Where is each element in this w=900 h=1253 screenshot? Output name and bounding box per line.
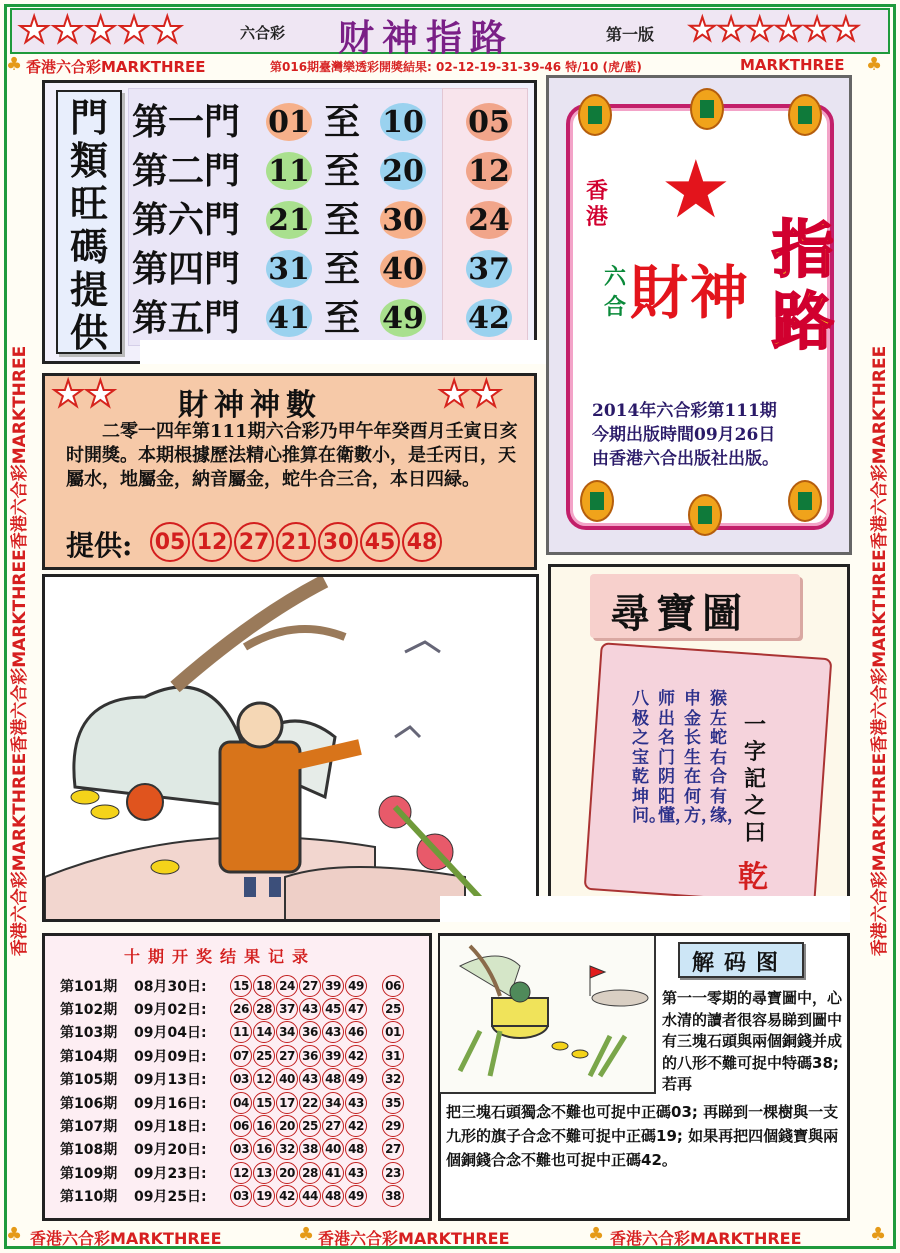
history-period: 第109期 [60, 1165, 118, 1182]
clover-icon: ♣ [588, 1224, 605, 1245]
history-row [60, 1068, 426, 1091]
door-to-word: 至 [324, 248, 361, 290]
decode-text-bottom: 把三塊石頭獨念不難也可捉中正碼03; 再睇到一棵樹與一支九形的旗子合念不難可捉中正碼19; 如果再把四個錢寶與兩個銅錢合念不難也可捉中正碼42。 [446, 1103, 839, 1169]
history-number: 48 [322, 1068, 344, 1090]
history-number: 49 [345, 975, 367, 997]
door-to-ball: 30 [380, 201, 426, 239]
numbers-body: 二零一四年第111期六合彩乃甲午年癸酉月壬寅日亥时開獎。本期根據歷法精心推算在衛數小，是壬丙日，天屬水，地屬金，納音屬金，蛇牛合三合，本日四緑。 [66, 421, 518, 490]
provided-number: 48 [402, 522, 442, 562]
history-period: 第110期 [60, 1189, 118, 1206]
history-number: 03 [230, 1138, 252, 1160]
history-special: 01 [382, 1021, 404, 1043]
history-number: 22 [299, 1092, 321, 1114]
door-from-ball: 01 [266, 103, 312, 141]
doors-side-label: 門類旺碼提供 [69, 95, 108, 355]
history-number: 14 [253, 1021, 275, 1043]
history-number: 36 [299, 1021, 321, 1043]
door-pick-ball: 42 [466, 299, 512, 337]
history-number: 12 [230, 1162, 252, 1184]
history-number: 40 [276, 1068, 298, 1090]
door-row [130, 149, 530, 193]
clover-icon: ♣ [298, 1224, 315, 1245]
clover-icon: ♣ [870, 1224, 887, 1245]
door-to-ball: 20 [380, 152, 426, 190]
history-number: 28 [253, 998, 275, 1020]
history-number: 32 [276, 1138, 298, 1160]
door-name: 第六門 [132, 199, 241, 241]
provided-number: 30 [318, 522, 358, 562]
history-number: 39 [322, 975, 344, 997]
history-number: 34 [276, 1021, 298, 1043]
cover-line3: 由香港六合出版社出版。 [592, 449, 779, 469]
history-number: 46 [345, 1021, 367, 1043]
decode-text-side: 第一一零期的尋寶圖中，心水清的讀者很容易睇到圖中有三塊石頭與兩個銅錢并成的八形不難可捉中特碼38; 若再 [662, 989, 843, 1093]
history-number: 49 [345, 1185, 367, 1207]
bottom-border-2: 香港六合彩MARKTHREE [318, 1229, 510, 1248]
history-title: 十期开奖结果记录 [124, 947, 317, 966]
bottom-border-3: 香港六合彩MARKTHREE [610, 1229, 802, 1248]
history-number: 43 [345, 1162, 367, 1184]
star-icon: ★★ [438, 374, 503, 415]
history-number: 39 [322, 1045, 344, 1067]
poem-line: 八极之宝乾坤问。 [632, 689, 666, 826]
history-date: 09月16日: [134, 1095, 207, 1112]
history-number: 16 [253, 1138, 275, 1160]
history-date: 09月20日: [134, 1142, 207, 1159]
history-number: 48 [345, 1138, 367, 1160]
blank-strip-2 [440, 896, 850, 922]
history-number: 03 [230, 1068, 252, 1090]
history-number: 20 [276, 1115, 298, 1137]
door-pick-ball: 05 [466, 103, 512, 141]
history-period: 第106期 [60, 1095, 118, 1112]
history-number: 36 [299, 1045, 321, 1067]
left-border-text: 香港六合彩MARKTHREE香港六合彩MARKTHREE香港六合彩MARKTHREE [10, 345, 30, 957]
ticker-left: 香港六合彩MARKTHREE [26, 58, 206, 76]
history-number: 17 [276, 1092, 298, 1114]
door-to-ball: 49 [380, 299, 426, 337]
illustration-box [42, 574, 539, 922]
history-number: 04 [230, 1092, 252, 1114]
header-brand: 六合彩 [240, 24, 286, 42]
history-row [60, 997, 426, 1020]
history-number: 15 [230, 975, 252, 997]
door-row [130, 198, 530, 242]
treasure-hint-char: 乾 [738, 860, 768, 895]
history-number: 45 [322, 998, 344, 1020]
history-special: 35 [382, 1092, 404, 1114]
poem-line: 猴左蛇右合有缘， [710, 689, 744, 826]
history-number: 43 [299, 998, 321, 1020]
history-number: 49 [345, 1068, 367, 1090]
history-number: 48 [322, 1185, 344, 1207]
history-number: 06 [230, 1115, 252, 1137]
decode-image [440, 936, 656, 1094]
clover-icon: ♣ [6, 54, 23, 75]
door-from-ball: 11 [266, 152, 312, 190]
history-number: 42 [345, 1115, 367, 1137]
door-to-ball: 40 [380, 250, 426, 288]
poem-line: 申金长生在何方， [684, 689, 718, 826]
history-number: 47 [345, 998, 367, 1020]
history-number: 37 [276, 998, 298, 1020]
door-name: 第四門 [132, 248, 241, 290]
history-number: 40 [322, 1138, 344, 1160]
door-from-ball: 21 [266, 201, 312, 239]
history-number: 27 [276, 1045, 298, 1067]
door-pick-ball: 37 [466, 250, 512, 288]
door-to-word: 至 [324, 150, 361, 192]
provided-number: 05 [150, 522, 190, 562]
provided-number: 45 [360, 522, 400, 562]
cover-hk: 香港 [586, 178, 609, 230]
door-from-ball: 31 [266, 250, 312, 288]
history-number: 15 [253, 1092, 275, 1114]
history-period: 第108期 [60, 1142, 118, 1159]
history-number: 20 [276, 1162, 298, 1184]
door-row [130, 296, 530, 340]
history-number: 18 [253, 975, 275, 997]
history-rows [60, 974, 426, 1208]
history-number: 44 [299, 1185, 321, 1207]
decode-title: 解码图 [692, 950, 789, 976]
cover-liuhe: 六合 [604, 264, 627, 320]
history-number: 43 [322, 1021, 344, 1043]
history-period: 第102期 [60, 1002, 118, 1019]
page-title: 财神指路 [338, 17, 515, 59]
history-date: 09月04日: [134, 1025, 207, 1042]
history-period: 第103期 [60, 1025, 118, 1042]
history-number: 43 [345, 1092, 367, 1114]
cover-line1: 2014年六合彩第111期 [592, 401, 777, 421]
history-row [60, 1185, 426, 1208]
clover-icon: ♣ [6, 1224, 23, 1245]
history-number: 12 [253, 1068, 275, 1090]
history-row [60, 974, 426, 997]
copper-coin-icon [580, 480, 614, 522]
history-number: 28 [299, 1162, 321, 1184]
header-stars-right: ★★★★★★ [688, 10, 861, 48]
clover-icon: ♣ [866, 54, 883, 75]
history-number: 27 [322, 1115, 344, 1137]
ticker-right: MARKTHREE [740, 56, 845, 74]
history-period: 第107期 [60, 1119, 118, 1136]
treasure-poem [632, 689, 744, 827]
history-number: 43 [299, 1068, 321, 1090]
history-number: 27 [299, 975, 321, 997]
copper-coin-icon [578, 94, 612, 136]
scholar-illustration [45, 577, 539, 922]
history-date: 08月30日: [134, 978, 207, 995]
history-period: 第104期 [60, 1048, 118, 1065]
door-name: 第一門 [132, 101, 241, 143]
provided-number: 12 [192, 522, 232, 562]
cover-zhilu: 指路 [772, 213, 835, 358]
door-to-word: 至 [324, 199, 361, 241]
numbers-provide-label: 提供: [66, 529, 133, 562]
copper-coin-icon [688, 494, 722, 536]
treasure-title: 尋寶圖 [610, 590, 748, 637]
door-name: 第五門 [132, 297, 241, 339]
history-period: 第101期 [60, 978, 118, 995]
history-row [60, 1114, 426, 1137]
history-special: 23 [382, 1162, 404, 1184]
history-row [60, 1091, 426, 1114]
door-to-word: 至 [324, 101, 361, 143]
decode-illustration [440, 936, 656, 1094]
history-period: 第105期 [60, 1072, 118, 1089]
copper-coin-icon [788, 94, 822, 136]
history-number: 42 [345, 1045, 367, 1067]
door-pick-ball: 24 [466, 201, 512, 239]
poem-line: 师出名门阴阳懂， [658, 689, 692, 826]
history-number: 13 [253, 1162, 275, 1184]
history-date: 09月18日: [134, 1119, 207, 1136]
history-number: 41 [322, 1162, 344, 1184]
right-border-text: 香港六合彩MARKTHREE香港六合彩MARKTHREE香港六合彩MARKTHREE [870, 345, 890, 957]
door-row [130, 100, 530, 144]
red-star-icon: ★ [660, 143, 732, 236]
history-special: 31 [382, 1045, 404, 1067]
history-row [60, 1161, 426, 1184]
door-to-ball: 10 [380, 103, 426, 141]
bottom-border-1: 香港六合彩MARKTHREE [30, 1229, 222, 1248]
history-special: 27 [382, 1138, 404, 1160]
treasure-hint: 一字記之曰 [744, 712, 767, 846]
history-number: 25 [253, 1045, 275, 1067]
history-number: 42 [276, 1185, 298, 1207]
history-date: 09月13日: [134, 1072, 207, 1089]
star-icon: ★★ [52, 374, 117, 415]
numbers-provide-list [150, 522, 444, 562]
history-row [60, 1021, 426, 1044]
history-number: 26 [230, 998, 252, 1020]
door-row [130, 247, 530, 291]
door-pick-ball: 12 [466, 152, 512, 190]
provided-number: 27 [234, 522, 274, 562]
copper-coin-icon [690, 88, 724, 130]
history-special: 25 [382, 998, 404, 1020]
history-special: 06 [382, 975, 404, 997]
history-number: 11 [230, 1021, 252, 1043]
header-stars-left: ★★★★★ [18, 10, 185, 51]
copper-coin-icon [788, 480, 822, 522]
history-number: 25 [299, 1115, 321, 1137]
history-date: 09月02日: [134, 1002, 207, 1019]
history-number: 07 [230, 1045, 252, 1067]
cover-line2: 今期出版時間09月26日 [592, 425, 776, 445]
history-date: 09月23日: [134, 1165, 207, 1182]
history-number: 16 [253, 1115, 275, 1137]
door-to-word: 至 [324, 297, 361, 339]
history-number: 19 [253, 1185, 275, 1207]
history-special: 29 [382, 1115, 404, 1137]
history-special: 38 [382, 1185, 404, 1207]
door-name: 第二門 [132, 150, 241, 192]
history-special: 32 [382, 1068, 404, 1090]
history-number: 24 [276, 975, 298, 997]
history-number: 34 [322, 1092, 344, 1114]
history-date: 09月09日: [134, 1048, 207, 1065]
numbers-title: 財神神數 [178, 388, 322, 423]
edition-label: 第一版 [606, 25, 655, 44]
ticker-center: 第016期臺灣樂透彩開獎結果: 02-12-19-31-39-46 特/10 (虎/藍) [270, 60, 642, 74]
history-number: 03 [230, 1185, 252, 1207]
door-from-ball: 41 [266, 299, 312, 337]
history-row [60, 1138, 426, 1161]
cover-caishen: 財神 [630, 259, 751, 327]
history-number: 38 [299, 1138, 321, 1160]
history-date: 09月25日: [134, 1189, 207, 1206]
provided-number: 21 [276, 522, 316, 562]
history-row [60, 1044, 426, 1067]
